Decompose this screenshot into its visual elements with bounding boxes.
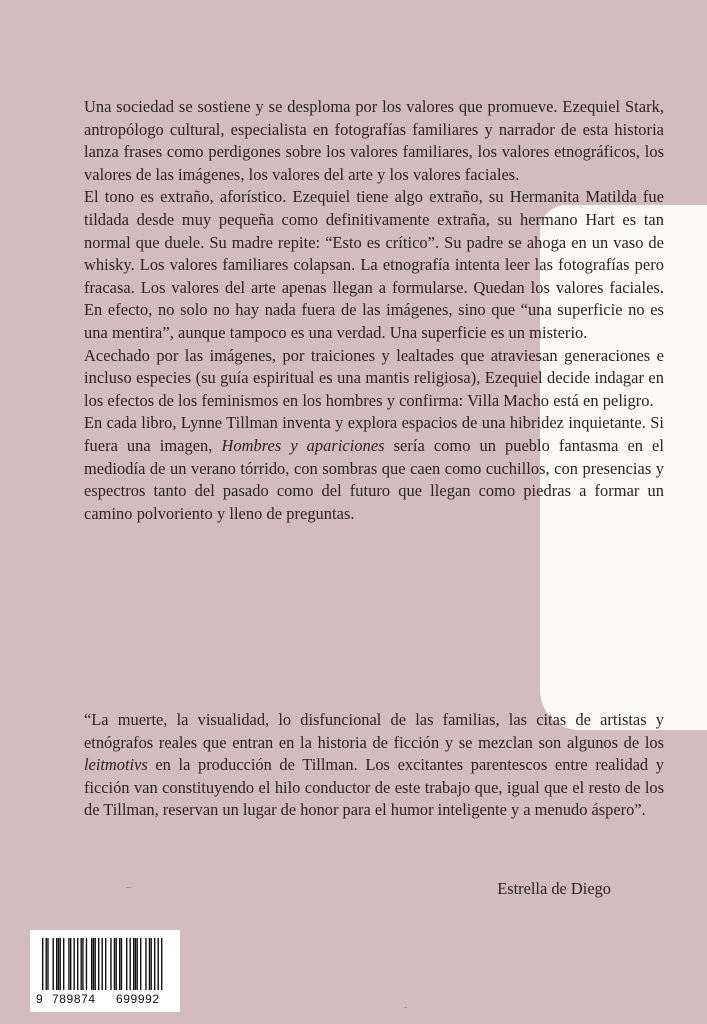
- barcode-group-right: 699992: [116, 992, 160, 1006]
- barcode-bar: [82, 938, 83, 990]
- barcode-bar: [126, 938, 127, 990]
- barcode-bar: [116, 938, 117, 990]
- barcode-bar: [130, 938, 131, 990]
- paper-mark: –: [126, 882, 131, 893]
- barcode-bar: [63, 938, 64, 990]
- barcode-bar: [77, 938, 78, 990]
- book-title: Hombres y apariciones: [221, 435, 385, 455]
- quote-attribution: Estrella de Diego: [497, 879, 611, 898]
- quote-after: en la producción de Tillman. Los excitantes parentescos entre realidad y ficción van constituyendo el hilo conductor de este trabajo que, igual que el resto de los de Tillman, reservan un lugar de honor para el humor inteligente y a menudo áspero”.: [84, 755, 664, 820]
- barcode-digit-first: 9: [36, 992, 44, 1006]
- paragraph-1: Una sociedad se sostiene y se desploma por los valores que promueve. Ezequiel Stark, antropólogo cultural, especialista en fotografías familiares y narrador de esta historia lanza frases como perdigones sobre los valores familiares, los valores etnográficos, los valores de las imágenes, los valores del arte y los valores faciales.: [84, 97, 664, 184]
- barcode-bar: [53, 938, 54, 990]
- quote-before: “La muerte, la visualidad, lo disfuncional de las familias, las citas de artistas y etnógrafos reales que entran en la historia de ficción y se mezclan son algunos de los: [84, 710, 664, 752]
- paragraph-4-before: En cada libro, Lynne Tillman inventa y explora espacios de una hibridez inquietante. Si fuera una imagen,: [84, 413, 664, 455]
- barcode-bar: [86, 938, 87, 990]
- barcode-bar: [58, 938, 59, 990]
- paper-mark: ˜: [404, 1006, 408, 1017]
- barcode-bar: [161, 938, 162, 990]
- barcode-bar: [70, 938, 71, 990]
- paragraph-4: [84, 412, 664, 525]
- barcode-bar: [42, 938, 43, 990]
- barcode-bars: [42, 938, 168, 994]
- blurb-quote: [84, 709, 664, 822]
- paragraph-2: El tono es extraño, aforístico. Ezequiel tiene algo extraño, su Hermanita Matilda fue tildada desde muy pequeña como definitivamente extraña, su hermano Hart es tan normal que duele. Su madre repite: “Esto es crítico”. Su padre se ahoga en un vaso de whisky. Los valores familiares colapsan. La etnografía intenta leer las fotografías pero fracasa. Los valores del arte apenas llegan a formularse. Quedan los valores faciales. En efecto, no solo no hay nada fuera de las imágenes, sino que “una superficie no es una mentira”, aunque tampoco es una verdad. Una superficie es un misterio.: [84, 187, 664, 342]
- barcode-bar: [145, 938, 146, 990]
- barcode-bar: [74, 938, 75, 990]
- barcode-bar: [149, 938, 150, 990]
- barcode-bar: [110, 938, 111, 990]
- barcode-bar: [46, 938, 47, 990]
- barcode-bar: [105, 938, 106, 990]
- barcode-bar: [154, 938, 155, 990]
- barcode-bar: [114, 938, 115, 990]
- barcode-bar: [91, 938, 92, 990]
- isbn-barcode: [30, 930, 180, 1012]
- barcode-bar: [135, 938, 136, 990]
- barcode-bar: [140, 938, 141, 990]
- barcode-bar: [98, 938, 99, 990]
- barcode-bar: [47, 938, 48, 990]
- barcode-bar: [158, 938, 159, 990]
- barcode-bar: [95, 938, 96, 990]
- barcode-bar: [81, 938, 82, 990]
- barcode-bar: [68, 938, 69, 990]
- barcode-group-left: 789874: [52, 992, 96, 1006]
- barcode-bar: [56, 938, 57, 990]
- barcode-bar: [137, 938, 138, 990]
- barcode-bar: [121, 938, 122, 990]
- barcode-bar: [93, 938, 94, 990]
- barcode-bar: [133, 938, 134, 990]
- barcode-bar: [151, 938, 152, 990]
- paragraph-3: Acechado por las imágenes, por traiciones y lealtades que atraviesan generaciones e incluso especies (su guía espiritual es una mantis religiosa), Ezequiel decide indagar en los efectos de los feminismos en los hombres y confirma: Villa Macho está en peligro.: [84, 345, 664, 410]
- barcode-bar: [119, 938, 120, 990]
- barcode-bar: [60, 938, 61, 990]
- paragraph-4-after: sería como un pueblo fantasma en el mediodía de un verano tórrido, con sombras que caen como cuchillos, con presencias y espectros tanto del pasado como del futuro que llegan como piedras a formar un camino polvoriento y lleno de preguntas.: [84, 435, 664, 523]
- barcode-bar: [102, 938, 103, 990]
- synopsis-text: [84, 96, 664, 525]
- quote-italic: leitmotivs: [84, 755, 148, 775]
